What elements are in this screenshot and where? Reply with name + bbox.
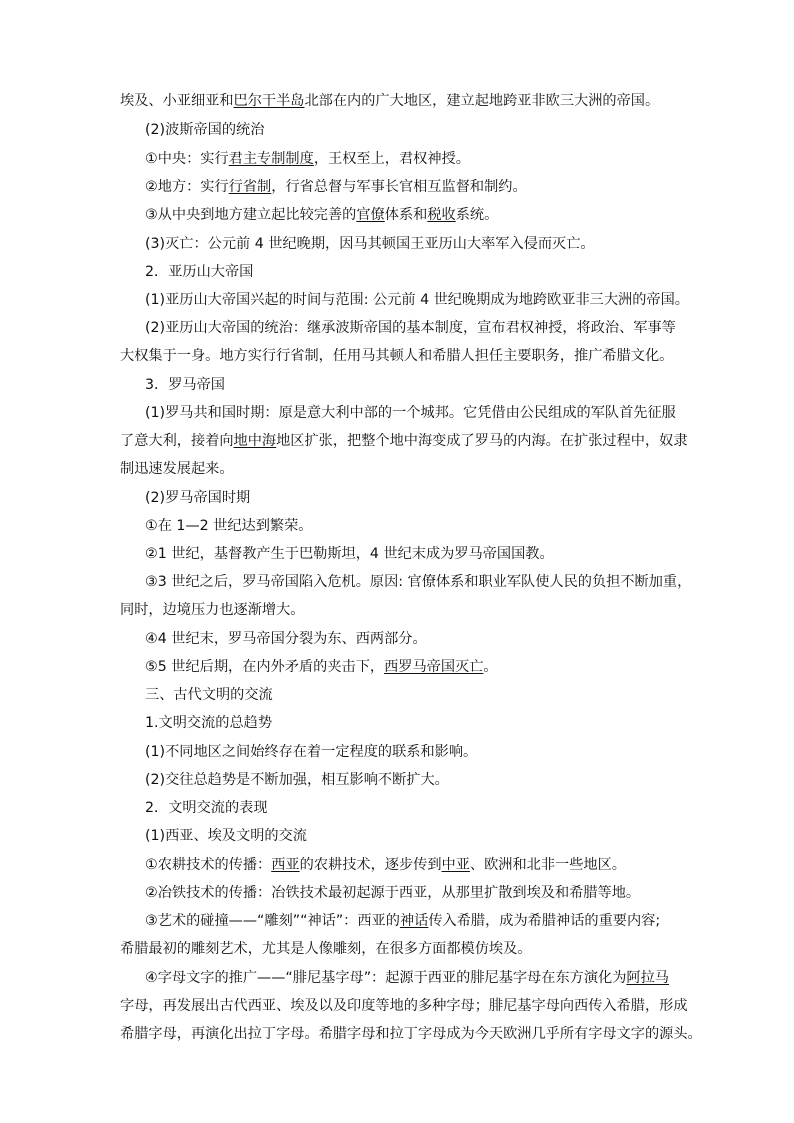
text-segment: 埃及、小亚细亚和 [120, 93, 234, 109]
text-line [0, 149, 794, 169]
text-line [0, 572, 794, 592]
text-segment: 制迅速发展起来。 [120, 461, 234, 477]
text-segment: 2．文明交流的表现 [145, 800, 268, 816]
text-segment: 地区扩张，把整个地中海变成了罗马的内海。在扩张过程中，奴隶 [276, 433, 688, 449]
underlined-term: 行省制 [228, 179, 272, 195]
text-line [0, 375, 794, 395]
text-segment: (2)罗马帝国时期 [145, 490, 251, 506]
text-segment: 了意大利，接着向 [120, 433, 234, 449]
text-line [0, 177, 794, 197]
text-line [0, 939, 794, 959]
text-line [0, 1024, 794, 1044]
text-segment: 体系和 [384, 207, 428, 223]
text-line [0, 742, 794, 762]
text-segment: 北部在内的广大地区，建立起地跨亚非欧三大洲的帝国。 [304, 93, 660, 109]
text-line [0, 883, 794, 903]
text-segment: 的农耕技术，逐步传到 [299, 857, 442, 873]
text-segment: 大权集于一身。地方实行行省制，任用马其顿人和希腊人担任主要职务，推广希腊文化。 [120, 348, 674, 364]
text-segment: (1)罗马共和国时期：原是意大利中部的一个城邦。它凭借由公民组成的军队首先征服 [145, 405, 676, 421]
text-segment: 3．罗马帝国 [145, 377, 225, 393]
text-segment: (2)交往总趋势是不断加强，相互影响不断扩大。 [145, 772, 449, 788]
text-line [0, 120, 794, 140]
text-line [0, 290, 794, 310]
text-line [0, 770, 794, 790]
underlined-term: 西罗马帝国灭亡 [384, 659, 484, 675]
text-line [0, 996, 794, 1016]
text-segment: 希腊字母，再演化出拉丁字母。希腊字母和拉丁字母成为今天欧洲几乎所有字母文字的源头。 [120, 1026, 702, 1042]
text-segment: 希腊最初的雕刻艺术，尤其是人像雕刻，在很多方面都模仿埃及。 [120, 941, 532, 957]
text-segment: ②地方：实行 [145, 179, 229, 195]
text-line [0, 459, 794, 479]
underlined-term: 官僚 [356, 207, 385, 223]
text-segment: 2．亚历山大帝国 [145, 264, 254, 280]
text-segment: ①农耕技术的传播： [145, 857, 272, 873]
text-segment: ，王权至上，君权神授。 [313, 151, 470, 167]
text-segment: ①在 1—2 世纪达到繁荣。 [145, 518, 313, 534]
underlined-term: 西亚 [271, 857, 300, 873]
text-line [0, 488, 794, 508]
underlined-term: 地中海 [233, 433, 277, 449]
underlined-term: 神话 [399, 913, 429, 929]
text-segment: (1)不同地区之间始终存在着一定程度的联系和影响。 [145, 744, 478, 760]
text-line [0, 91, 794, 111]
text-segment: (3)灭亡：公元前 4 世纪晚期，因马其顿国王亚历山大率军入侵而灭亡。 [145, 236, 595, 252]
text-segment: 、欧洲和北非一些地区。 [469, 857, 626, 873]
text-segment: ，行省总督与军事长官相互监督和制约。 [271, 179, 527, 195]
underlined-term: 税收 [427, 207, 456, 223]
text-segment: ④字母文字的推广——“腓尼基字母”：起源于西亚的腓尼基字母在东方演化为 [145, 970, 627, 986]
text-line [0, 234, 794, 254]
text-line [0, 826, 794, 846]
text-segment: ④4 世纪末，罗马帝国分裂为东、西两部分。 [145, 631, 427, 647]
text-line [0, 855, 794, 875]
text-segment: ②冶铁技术的传播：冶铁技术最初起源于西亚，从那里扩散到埃及和希腊等地。 [145, 885, 641, 901]
text-line [0, 600, 794, 620]
underlined-term: 君主专制制度 [228, 151, 314, 167]
text-segment: ③艺术的碰撞——“雕刻”“神话”：西亚的 [145, 913, 400, 929]
underlined-term: 巴尔干半岛 [233, 93, 305, 109]
text-line [0, 431, 794, 451]
text-line [0, 516, 794, 536]
text-line [0, 205, 794, 225]
text-segment: (1)亚历山大帝国兴起的时间与范围: 公元前 4 世纪晚期成为地跨欧亚非三大洲的帝国。 [145, 292, 689, 308]
text-line [0, 685, 794, 705]
text-segment: (1)西亚、埃及文明的交流 [145, 828, 307, 844]
text-segment: (2)波斯帝国的统治 [145, 122, 265, 138]
text-segment: 系统。 [455, 207, 499, 223]
text-segment: 字母，再发展出古代西亚、埃及以及印度等地的多种字母；腓尼基字母向西传入希腊，形成 [120, 998, 688, 1014]
text-segment: 。 [483, 659, 498, 675]
text-segment: (2)亚历山大帝国的统治：继承波斯帝国的基本制度，宣布君权神授，将政治、军事等 [145, 320, 676, 336]
text-line [0, 318, 794, 338]
text-segment: ③从中央到地方建立起比较完善的 [145, 207, 357, 223]
text-line [0, 629, 794, 649]
text-segment: 传入希腊，成为希腊神话的重要内容; [428, 913, 661, 929]
text-line [0, 798, 794, 818]
text-segment: ②1 世纪，基督教产生于巴勒斯坦，4 世纪末成为罗马帝国国教。 [145, 546, 554, 562]
text-segment: ①中央：实行 [145, 151, 229, 167]
text-line [0, 544, 794, 564]
text-segment: ③3 世纪之后，罗马帝国陷入危机。原因: 官僚体系和职业军队使人民的负担不断加重， [145, 574, 692, 590]
text-segment: ⑤5 世纪后期，在内外矛盾的夹击下， [145, 659, 385, 675]
text-line [0, 262, 794, 282]
underlined-term: 中亚 [441, 857, 470, 873]
text-line [0, 346, 794, 366]
text-line [0, 657, 794, 677]
text-line [0, 713, 794, 733]
text-line [0, 968, 794, 988]
text-segment: 1.文明交流的总趋势 [145, 715, 273, 731]
underlined-term: 阿拉马 [626, 970, 669, 986]
text-segment: 三、古代文明的交流 [145, 687, 273, 703]
text-segment: 同时，边境压力也逐渐增大。 [120, 602, 305, 618]
text-line [0, 911, 794, 931]
text-line [0, 403, 794, 423]
